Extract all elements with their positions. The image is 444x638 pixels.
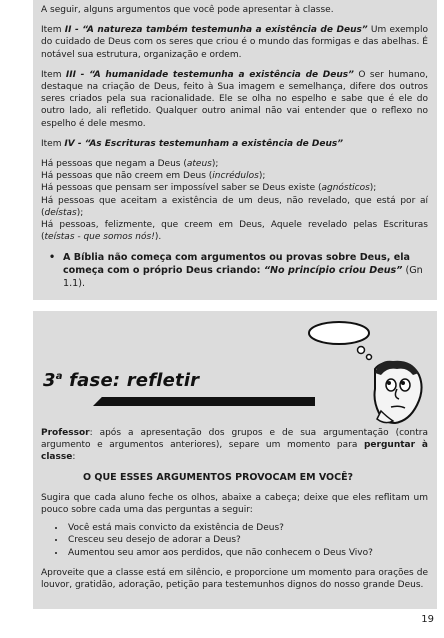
- intro-text: A seguir, alguns argumentos que você pode apresentar à classe.: [41, 5, 334, 15]
- question-list: [41, 522, 428, 559]
- suggestion-text: Sugira que cada aluno feche os olhos, abaixe a cabeça; deixe que eles reflitam um pouco sobre cada uma das perguntas a seguir:: [41, 492, 428, 516]
- reflect-section: [33, 311, 437, 609]
- belief-line: Há pessoas que negam a Deus (ateus);: [41, 159, 219, 170]
- arguments-section: [33, 0, 437, 300]
- item-4: Item IV - “As Escrituras testemunham a existência de Deus”: [41, 138, 344, 149]
- thinking-man-illustration: [295, 317, 427, 427]
- bible-bullet: • A Bíblia não começa com argumentos ou provas sobre Deus, ela começa com o próprio Deus criando: “No princípio criou Deus” (Gn 1.1).: [49, 252, 423, 290]
- page-number: 19: [421, 614, 434, 625]
- phase-title: 3$^a$ fase: refletir: [43, 370, 200, 391]
- reflect-content: [41, 427, 428, 591]
- phase-title-bar: [93, 397, 315, 406]
- list-item: • Aumentou seu amor aos perdidos, que não conhecem o Deus Vivo?: [66, 547, 428, 559]
- belief-list: [41, 158, 428, 243]
- item-2: Item II - “A natureza também testemunha a existência de Deus” Um exemplo do cuidado de Deus com os seres que criou é o mundo das formigas e das abelhas. É notável sua estrutura, organização e ordem.: [41, 25, 428, 60]
- item-3: Item III - “A humanidade testemunha a existência de Deus” O ser humano, destaque na criação de Deus, feito à Sua imagem e semelhança, difere dos outros seres criados pela sua racionalidade. Ele se olha no espelho e sabe que é ele do outro lado, ali refletido. Qualquer outro animal não vai entender que o reflexo no espelho é dele mesmo.: [41, 69, 428, 129]
- question-heading: O QUE ESSES ARGUMENTOS PROVOCAM EM VOCÊ?: [83, 471, 354, 483]
- list-item: • Cresceu seu desejo de adorar a Deus?: [66, 534, 428, 546]
- belief-line: Há pessoas que pensam ser impossível saber se Deus existe (agnósticos);: [41, 183, 377, 194]
- bullet-icon: •: [49, 252, 56, 264]
- closing-text: Aproveite que a classe está em silêncio, e proporcione um momento para orações de louvor, gratidão, adoração, petição para testemunhos dignos do nosso grande Deus.: [41, 567, 428, 591]
- teacher-instruction: Professor: após a apresentação dos grupos e de sua argumentação (contra argumento e argumentos anteriores), separe um momento para perguntar à classe:: [41, 428, 428, 463]
- belief-line: Há pessoas que aceitam a existência de um deus, não revelado, que está por aí (deístas);: [41, 195, 428, 218]
- list-item: • Você está mais convicto da existência de Deus?: [66, 522, 428, 534]
- belief-line: Há pessoas, felizmente, que creem em Deus, Aquele revelado pelas Escrituras (teístas - que somos nós!).: [41, 220, 428, 243]
- belief-line: Há pessoas que não creem em Deus (incrédulos);: [41, 171, 266, 182]
